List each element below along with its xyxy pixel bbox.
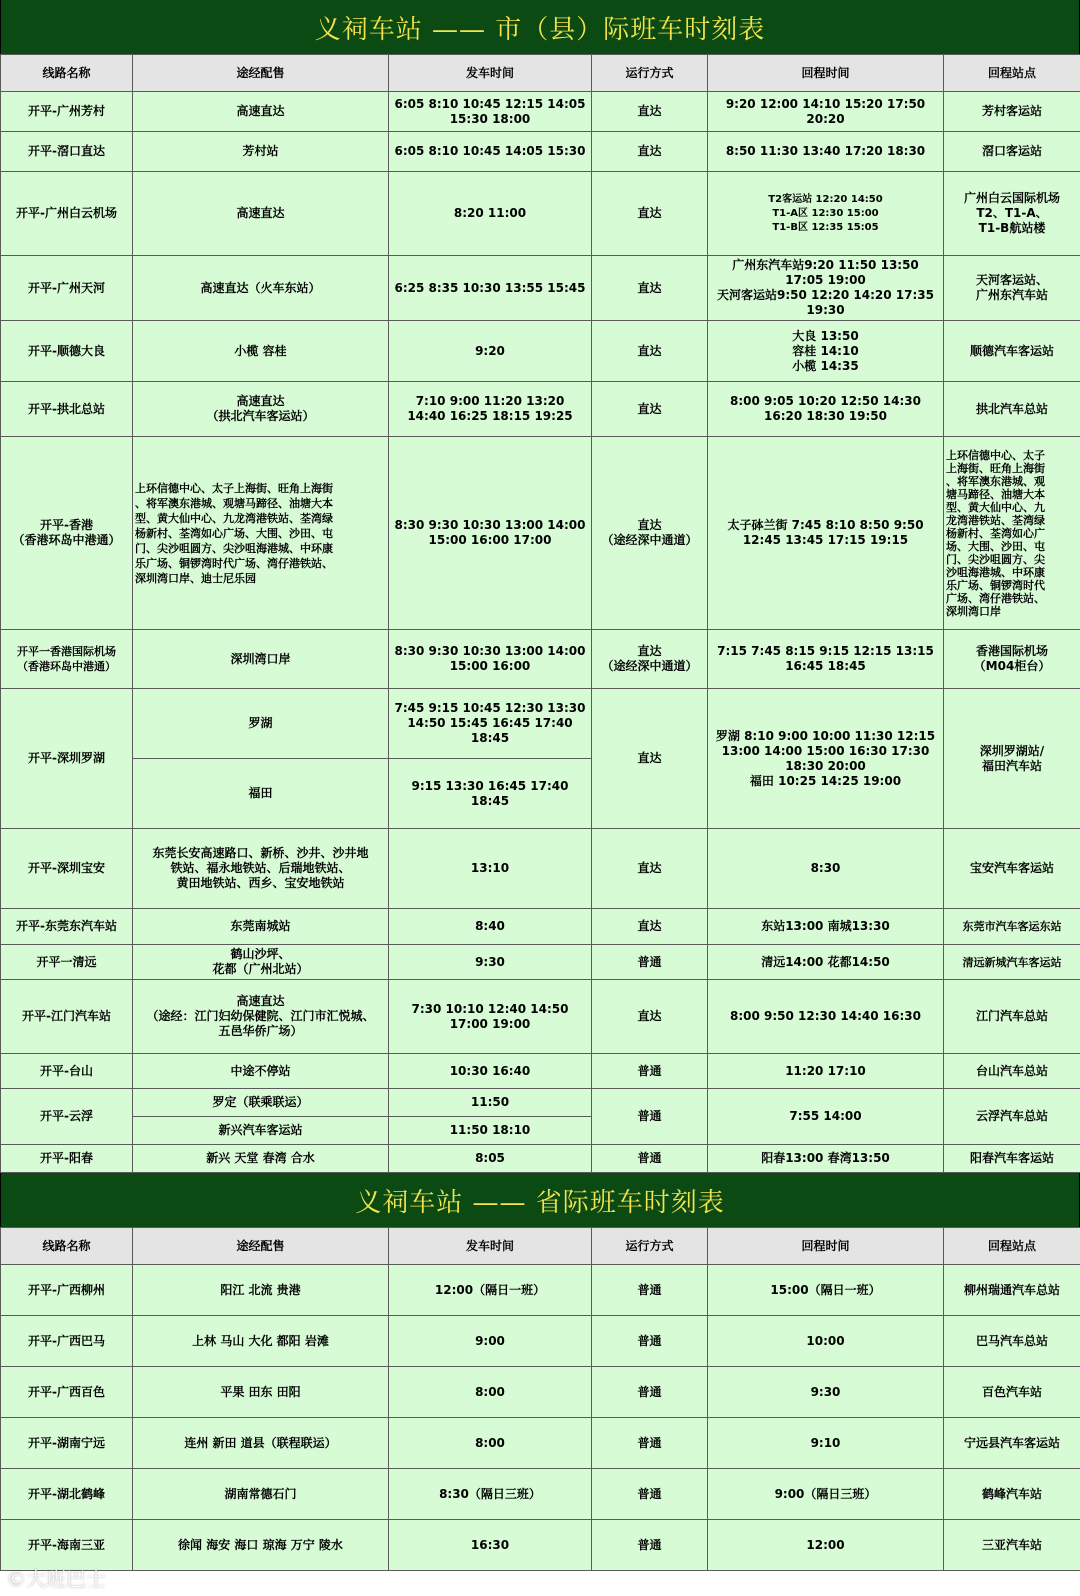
cell-return-stop: 柳州瑞通汽车总站: [944, 1265, 1080, 1316]
table-row: [1, 1367, 1080, 1418]
header-row: [1, 1228, 1080, 1265]
table-row: [1, 92, 1080, 132]
cell-departure: 11:50 18:10: [389, 1117, 592, 1145]
cell-line: 开平-广西百色: [1, 1367, 133, 1418]
cell-return-time: 12:00: [708, 1520, 944, 1571]
cell-mode: 直达: [592, 909, 708, 945]
cell-line: 开平-广西巴马: [1, 1316, 133, 1367]
cell-return-time: 9:30: [708, 1367, 944, 1418]
cell-line: 开平-广西柳州: [1, 1265, 133, 1316]
cell-return-time: 9:00（隔日三班）: [708, 1469, 944, 1520]
table-row: [1, 909, 1080, 945]
cell-return-stop: 鹤峰汽车站: [944, 1469, 1080, 1520]
cell-return-stop: 顺德汽车客运站: [944, 321, 1080, 382]
cell-mode: 直达: [592, 321, 708, 382]
cell-mode: 普通: [592, 1316, 708, 1367]
cell-return-time: 罗湖 8:10 9:00 10:00 11:30 12:15 13:00 14:00 15:00 16:30 17:30 18:30 20:00 福田 10:25 14:25 19:00: [708, 689, 944, 829]
cell-line: 开平-深圳宝安: [1, 829, 133, 909]
cell-via: 中途不停站: [133, 1054, 389, 1089]
cell-return-time: 8:50 11:30 13:40 17:20 18:30: [708, 132, 944, 172]
cell-mode: 直达: [592, 256, 708, 321]
cell-departure: 8:00: [389, 1367, 592, 1418]
cell-departure: 12:00（隔日一班）: [389, 1265, 592, 1316]
table-row: [1, 1520, 1080, 1571]
cell-return-stop: 广州白云国际机场 T2、T1-A、 T1-B航站楼: [944, 172, 1080, 256]
cell-return-stop: 三亚汽车站: [944, 1520, 1080, 1571]
cell-return-stop: 天河客运站、 广州东汽车站: [944, 256, 1080, 321]
cell-via: 深圳湾口岸: [133, 630, 389, 689]
header-row: [1, 55, 1080, 92]
cell-return-time: 8:30: [708, 829, 944, 909]
cell-via: 罗湖: [133, 689, 389, 759]
table-row: [1, 256, 1080, 321]
table-row: [1, 1469, 1080, 1520]
cell-departure: 8:30（隔日三班）: [389, 1469, 592, 1520]
cell-mode: 直达 （途经深中通道）: [592, 437, 708, 630]
cell-via: 高速直达: [133, 92, 389, 132]
cell-line: 开平-湖南宁远: [1, 1418, 133, 1469]
cell-line: 开平-湖北鹤峰: [1, 1469, 133, 1520]
cell-departure: 8:05: [389, 1145, 592, 1173]
cell-return-stop: 滘口客运站: [944, 132, 1080, 172]
cell-return-time: 9:10: [708, 1418, 944, 1469]
cell-via: 徐闻 海安 海口 琼海 万宁 陵水: [133, 1520, 389, 1571]
table-row: [1, 132, 1080, 172]
cell-departure: 9:00: [389, 1316, 592, 1367]
cell-mode: 直达: [592, 829, 708, 909]
header-departure: 发车时间: [389, 55, 592, 92]
cell-return-stop: 芳村客运站: [944, 92, 1080, 132]
cell-mode: 普通: [592, 1469, 708, 1520]
cell-mode: 直达 （途经深中通道）: [592, 630, 708, 689]
cell-departure: 8:00: [389, 1418, 592, 1469]
cell-return-time: 广州东汽车站9:20 11:50 13:50 17:05 19:00 天河客运站9:50 12:20 14:20 17:35 19:30: [708, 256, 944, 321]
cell-via: 湖南常德石门: [133, 1469, 389, 1520]
cell-via: 上环信德中心、太子上海街、旺角上海街 、将军澳东港城、观塘马蹄径、油塘大本 型、黄大仙中心、九龙湾港铁站、荃湾绿 杨新村、荃湾如心广场、大围、沙田、屯 门、尖沙咀圆方、尖沙咀海港城、中环康 乐广场、铜锣湾时代广场、湾仔港铁站、 深圳湾口岸、迪士尼乐园: [133, 437, 389, 630]
cell-return-stop: 拱北汽车总站: [944, 382, 1080, 437]
cell-departure: 6:25 8:35 10:30 13:55 15:45: [389, 256, 592, 321]
cell-line: 开平-东莞东汽车站: [1, 909, 133, 945]
cell-mode: 直达: [592, 382, 708, 437]
cell-mode: 普通: [592, 1418, 708, 1469]
cell-line: 开平-香港 （香港环岛中港通）: [1, 437, 133, 630]
cell-departure: 9:15 13:30 16:45 17:40 18:45: [389, 759, 592, 829]
table-row: [1, 1054, 1080, 1089]
cell-return-time: 7:15 7:45 8:15 9:15 12:15 13:15 16:45 18:45: [708, 630, 944, 689]
cell-departure: 11:50: [389, 1089, 592, 1117]
cell-line: 开平一香港国际机场 （香港环岛中港通）: [1, 630, 133, 689]
cell-mode: 直达: [592, 172, 708, 256]
table-row: [1, 437, 1080, 630]
cell-line: 开平-阳春: [1, 1145, 133, 1173]
cell-return-stop: 阳春汽车客运站: [944, 1145, 1080, 1173]
cell-return-stop: 云浮汽车总站: [944, 1089, 1080, 1145]
cell-via: 东莞长安高速路口、新桥、沙井、沙井地 铁站、福永地铁站、后瑞地铁站、 黄田地铁站、西乡、宝安地铁站: [133, 829, 389, 909]
cell-mode: 直达: [592, 980, 708, 1054]
cell-return-stop: 台山汽车总站: [944, 1054, 1080, 1089]
cell-line: 开平-广州芳村: [1, 92, 133, 132]
table-row: [1, 1145, 1080, 1173]
cell-line: 开平-拱北总站: [1, 382, 133, 437]
cell-via: 阳江 北流 贵港: [133, 1265, 389, 1316]
table-row: [1, 1089, 1080, 1117]
table-row: [1, 689, 1080, 759]
cell-departure: 8:20 11:00: [389, 172, 592, 256]
cell-mode: 普通: [592, 1089, 708, 1145]
cell-return-stop: 深圳罗湖站/ 福田汽车站: [944, 689, 1080, 829]
city-timetable: [0, 54, 1080, 1173]
cell-mode: 普通: [592, 1054, 708, 1089]
cell-return-stop: 清远新城汽车客运站: [944, 945, 1080, 980]
cell-departure: 9:20: [389, 321, 592, 382]
cell-return-time: 7:55 14:00: [708, 1089, 944, 1145]
cell-line: 开平-广州白云机场: [1, 172, 133, 256]
title-city-timetable: 义祠车站 —— 市（县）际班车时刻表: [0, 0, 1080, 54]
watermark: ©大班巴士: [6, 1567, 106, 1591]
header-return-time: 回程时间: [708, 55, 944, 92]
header-return-stop: 回程站点: [944, 1228, 1080, 1265]
cell-departure: 6:05 8:10 10:45 14:05 15:30: [389, 132, 592, 172]
cell-via: 高速直达: [133, 172, 389, 256]
table-row: [1, 630, 1080, 689]
cell-mode: 普通: [592, 945, 708, 980]
cell-return-time: 10:00: [708, 1316, 944, 1367]
cell-via: 鹤山沙坪、 花都（广州北站）: [133, 945, 389, 980]
cell-return-time: 清远14:00 花都14:50: [708, 945, 944, 980]
cell-via: 罗定（联乘联运）: [133, 1089, 389, 1117]
table-row: [1, 829, 1080, 909]
cell-line: 开平-江门汽车站: [1, 980, 133, 1054]
table-row: [1, 945, 1080, 980]
cell-departure: 6:05 8:10 10:45 12:15 14:05 15:30 18:00: [389, 92, 592, 132]
cell-mode: 普通: [592, 1265, 708, 1316]
header-mode: 运行方式: [592, 1228, 708, 1265]
cell-via: 高速直达 （拱北汽车客运站）: [133, 382, 389, 437]
cell-return-time: 8:00 9:50 12:30 14:40 16:30: [708, 980, 944, 1054]
table-row: [1, 980, 1080, 1054]
header-via: 途经配售: [133, 1228, 389, 1265]
cell-return-stop: 宁远县汽车客运站: [944, 1418, 1080, 1469]
cell-via: 芳村站: [133, 132, 389, 172]
cell-return-stop: 上环信德中心、太子 上海街、旺角上海街 、将军澳东港城、观 塘马蹄径、油塘大本 型、黄大仙中心、九 龙湾港铁站、荃湾绿 杨新村、荃湾如心广 场、大围、沙田、屯 门、尖沙咀圆方、尖 沙咀海港城、中环康 乐广场、铜锣湾时代 广场、湾仔港铁站、 深圳湾口岸: [944, 437, 1080, 630]
cell-line: 开平-台山: [1, 1054, 133, 1089]
cell-via: 连州 新田 道县（联程联运）: [133, 1418, 389, 1469]
cell-departure: 8:40: [389, 909, 592, 945]
cell-via: 高速直达（火车东站）: [133, 256, 389, 321]
header-return-time: 回程时间: [708, 1228, 944, 1265]
header-return-stop: 回程站点: [944, 55, 1080, 92]
table-row: [1, 382, 1080, 437]
cell-departure: 13:10: [389, 829, 592, 909]
header-departure: 发车时间: [389, 1228, 592, 1265]
title-provincial-timetable: 义祠车站 —— 省际班车时刻表: [0, 1173, 1080, 1227]
cell-departure: 9:30: [389, 945, 592, 980]
cell-return-time: 9:20 12:00 14:10 15:20 17:50 20:20: [708, 92, 944, 132]
cell-line: 开平-滘口直达: [1, 132, 133, 172]
cell-line: 开平-云浮: [1, 1089, 133, 1145]
cell-line: 开平-海南三亚: [1, 1520, 133, 1571]
cell-return-time: 阳春13:00 春湾13:50: [708, 1145, 944, 1173]
cell-return-time: 8:00 9:05 10:20 12:50 14:30 16:20 18:30 19:50: [708, 382, 944, 437]
cell-return-stop: 江门汽车总站: [944, 980, 1080, 1054]
cell-departure: 7:30 10:10 12:40 14:50 17:00 19:00: [389, 980, 592, 1054]
cell-departure: 10:30 16:40: [389, 1054, 592, 1089]
cell-departure: 8:30 9:30 10:30 13:00 14:00 15:00 16:00: [389, 630, 592, 689]
header-mode: 运行方式: [592, 55, 708, 92]
cell-mode: 直达: [592, 92, 708, 132]
header-line: 线路名称: [1, 55, 133, 92]
cell-return-stop: 百色汽车站: [944, 1367, 1080, 1418]
cell-return-time: 15:00（隔日一班）: [708, 1265, 944, 1316]
header-line: 线路名称: [1, 1228, 133, 1265]
cell-departure: 7:45 9:15 10:45 12:30 13:30 14:50 15:45 16:45 17:40 18:45: [389, 689, 592, 759]
cell-return-stop: 香港国际机场 （M04柜台）: [944, 630, 1080, 689]
cell-via: 新兴汽车客运站: [133, 1117, 389, 1145]
cell-return-time: 太子砵兰街 7:45 8:10 8:50 9:50 12:45 13:45 17:15 19:15: [708, 437, 944, 630]
cell-return-time: 大良 13:50 容桂 14:10 小榄 14:35: [708, 321, 944, 382]
table-row: [1, 321, 1080, 382]
cell-mode: 直达: [592, 689, 708, 829]
cell-via: 平果 田东 田阳: [133, 1367, 389, 1418]
cell-mode: 普通: [592, 1367, 708, 1418]
table-row: [1, 172, 1080, 256]
cell-line: 开平-深圳罗湖: [1, 689, 133, 829]
cell-via: 高速直达 （途经：江门妇幼保健院、江门市汇悦城、 五邑华侨广场）: [133, 980, 389, 1054]
cell-mode: 普通: [592, 1145, 708, 1173]
cell-line: 开平-顺德大良: [1, 321, 133, 382]
cell-via: 上林 马山 大化 都阳 岩滩: [133, 1316, 389, 1367]
cell-via: 东莞南城站: [133, 909, 389, 945]
provincial-timetable: [0, 1227, 1080, 1571]
cell-return-stop: 宝安汽车客运站: [944, 829, 1080, 909]
table-row: [1, 1418, 1080, 1469]
cell-return-stop: 东莞市汽车客运东站: [944, 909, 1080, 945]
cell-departure: 16:30: [389, 1520, 592, 1571]
cell-return-time: 11:20 17:10: [708, 1054, 944, 1089]
header-via: 途经配售: [133, 55, 389, 92]
cell-mode: 普通: [592, 1520, 708, 1571]
cell-line: 开平-广州天河: [1, 256, 133, 321]
cell-departure: 8:30 9:30 10:30 13:00 14:00 15:00 16:00 17:00: [389, 437, 592, 630]
cell-via: 新兴 天堂 春湾 合水: [133, 1145, 389, 1173]
cell-return-time: 东站13:00 南城13:30: [708, 909, 944, 945]
cell-return-time: T2客运站 12:20 14:50 T1-A区 12:30 15:00 T1-B区 12:35 15:05: [708, 172, 944, 256]
cell-departure: 7:10 9:00 11:20 13:20 14:40 16:25 18:15 19:25: [389, 382, 592, 437]
cell-return-stop: 巴马汽车总站: [944, 1316, 1080, 1367]
cell-line: 开平一清远: [1, 945, 133, 980]
cell-mode: 直达: [592, 132, 708, 172]
table-row: [1, 1265, 1080, 1316]
table-row: [1, 1316, 1080, 1367]
cell-via: 福田: [133, 759, 389, 829]
cell-via: 小榄 容桂: [133, 321, 389, 382]
